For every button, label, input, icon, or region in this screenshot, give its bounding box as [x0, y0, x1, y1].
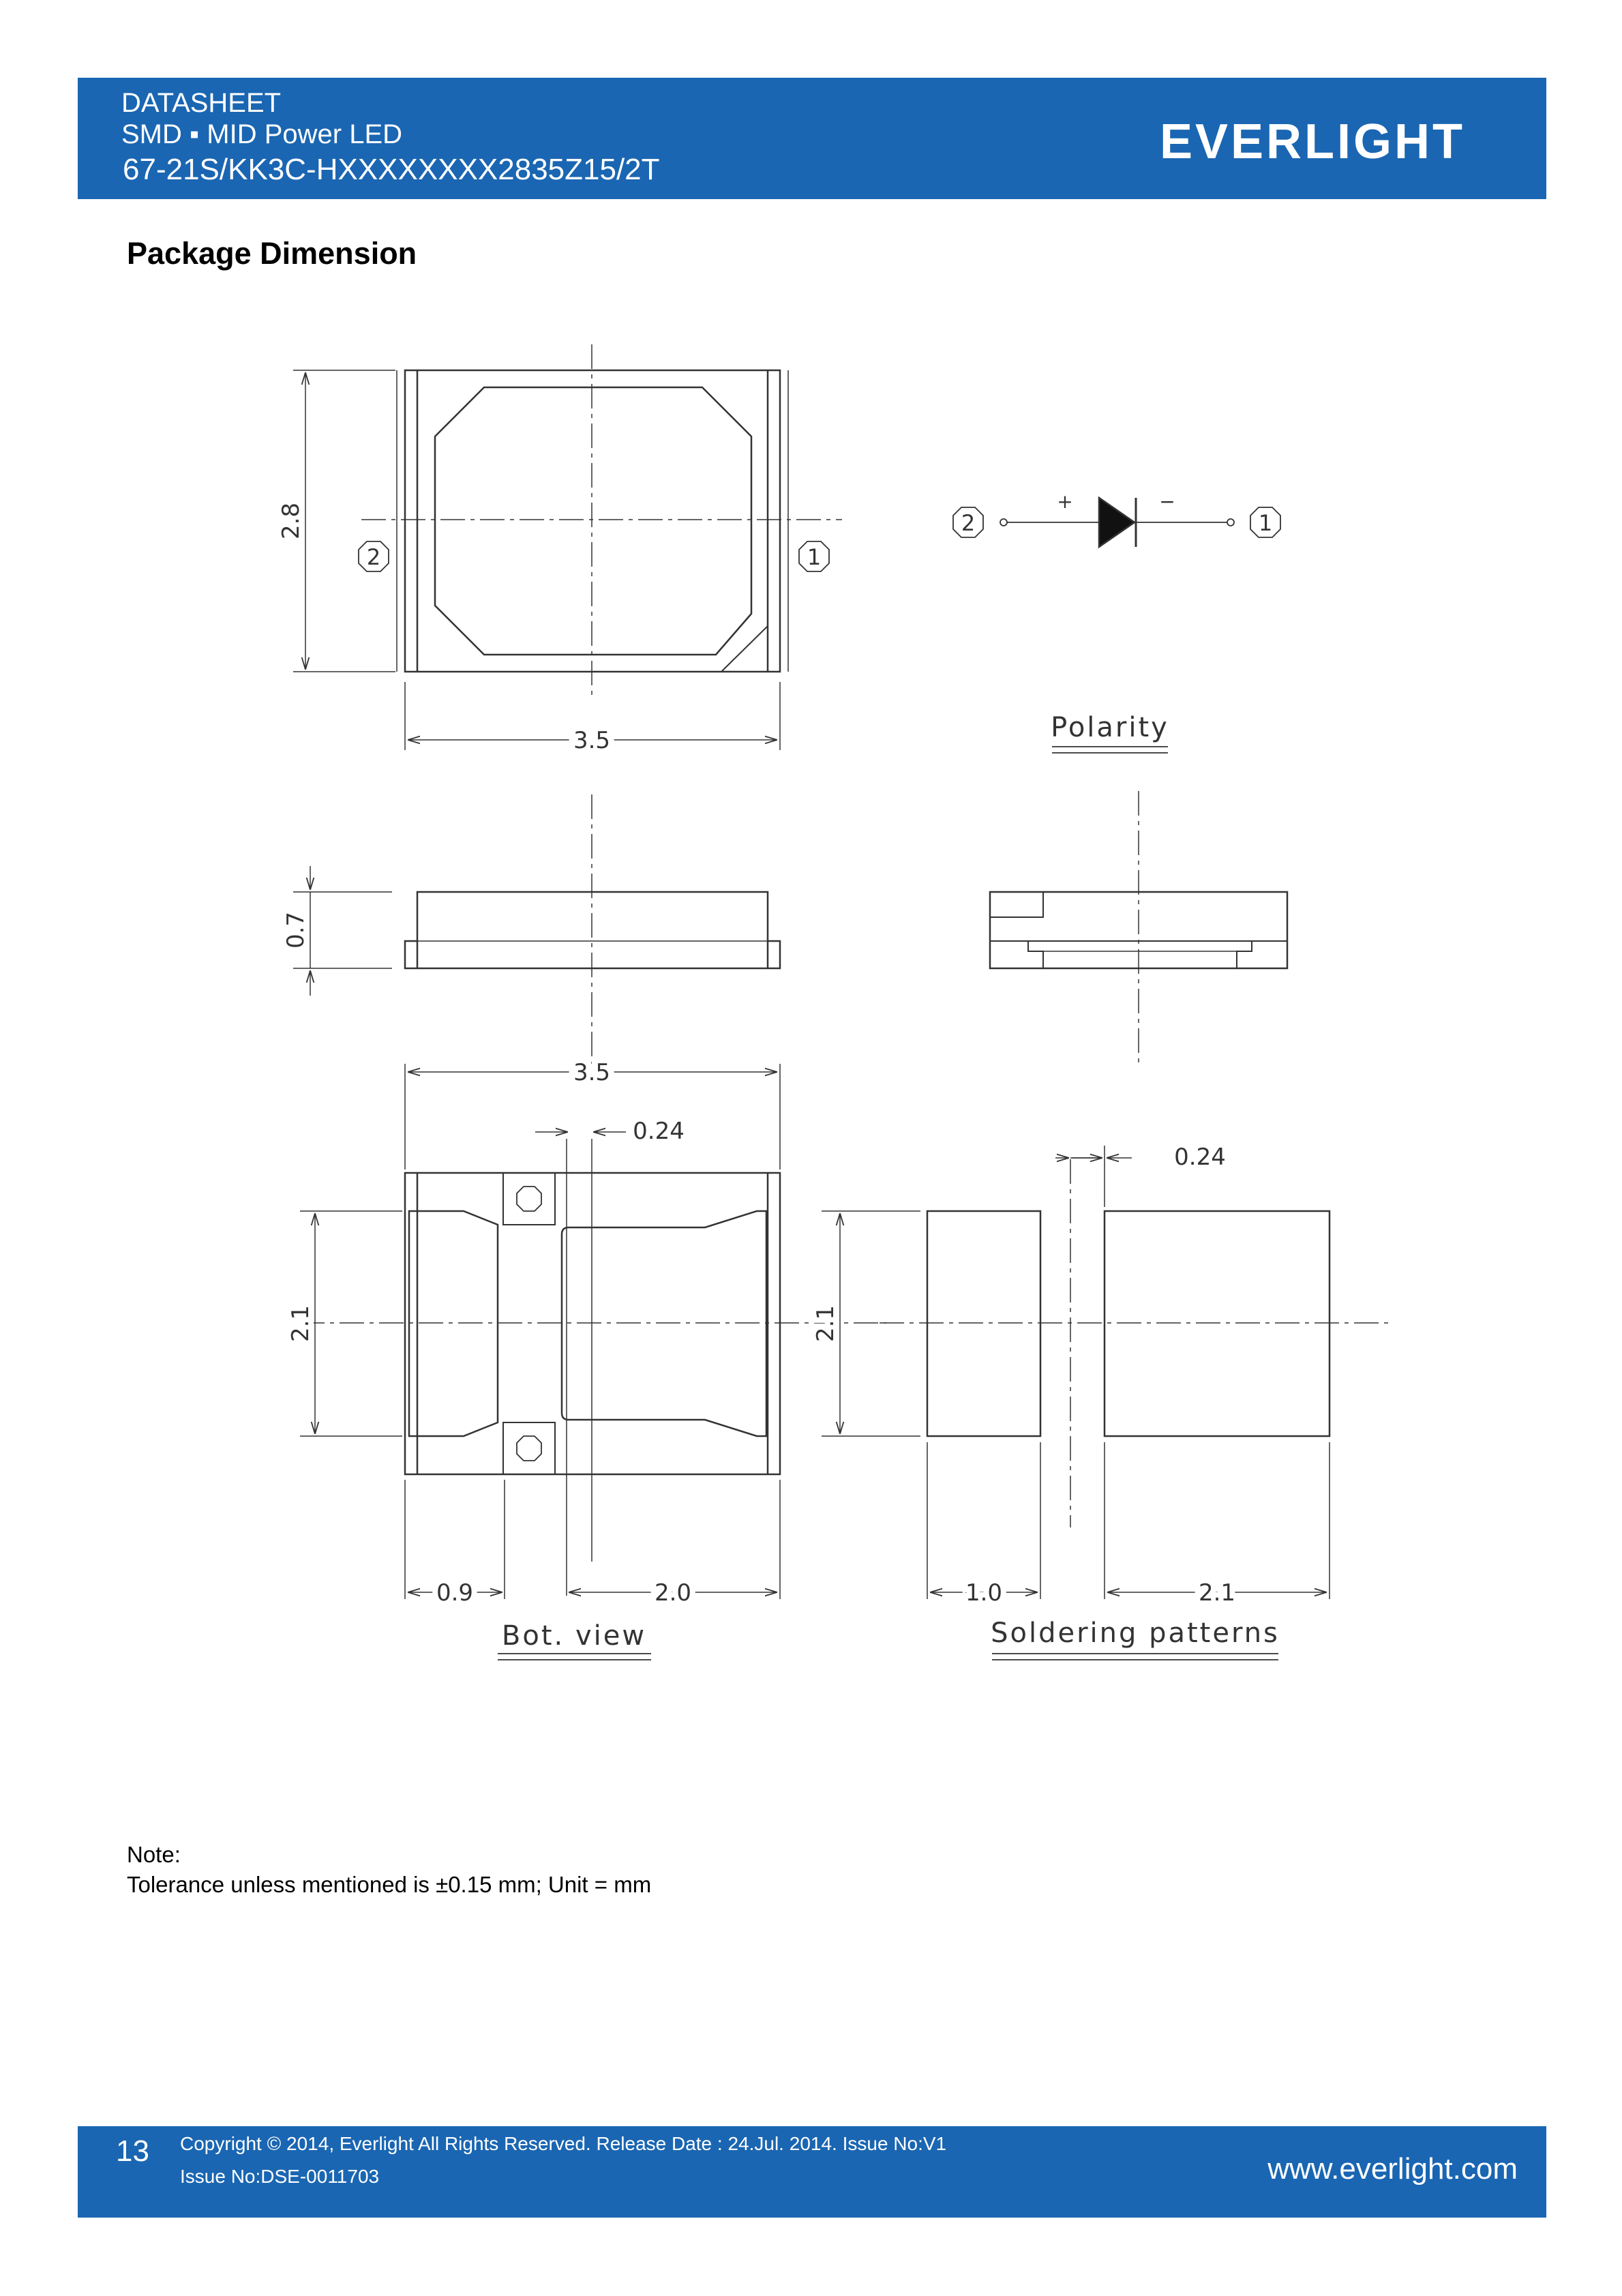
top-height-dim: 2.8 [277, 502, 305, 540]
section-title: Package Dimension [127, 236, 417, 271]
soldering-pattern [822, 1146, 1391, 1660]
polarity-caption: Polarity [1051, 712, 1169, 743]
top-pin-2-label: 2 [366, 544, 381, 570]
side-view-front [293, 794, 780, 1064]
top-pin-1-label: 1 [807, 544, 822, 570]
bottom-left-pad-dim: 0.9 [436, 1579, 474, 1607]
footer-bar [78, 2126, 1546, 2218]
solder-gap-dim: 0.24 [1174, 1144, 1226, 1171]
polarity-minus: − [1159, 490, 1175, 513]
header-label: DATASHEET [121, 88, 282, 118]
header-subtitle: SMD ▪ MID Power LED [121, 119, 403, 149]
solder-left-pad-dim: 1.0 [965, 1579, 1003, 1607]
bottom-right-pad-dim: 2.0 [654, 1579, 692, 1607]
page-number: 13 [116, 2134, 149, 2168]
solder-pattern-caption: Soldering patterns [991, 1617, 1280, 1649]
note-heading: Note: [127, 1842, 181, 1867]
side-view-profile [990, 791, 1287, 1064]
top-width-dim: 3.5 [573, 727, 611, 754]
polarity-pin-1-label: 1 [1258, 510, 1273, 536]
bottom-width-dim: 3.5 [573, 1059, 611, 1086]
copyright-text: Copyright © 2014, Everlight All Rights Reserved. Release Date : 24.Jul. 2014. Issue No:V1 [180, 2133, 947, 2154]
part-number: 67-21S/KK3C-HXXXXXXXX2835Z15/2T [123, 153, 660, 186]
note-block [127, 1840, 651, 1900]
note-text: Tolerance unless mentioned is ±0.15 mm; Unit = mm [127, 1872, 652, 1897]
bottom-height-dim: 2.1 [287, 1304, 314, 1343]
logo-text: EVERLIGHT [1159, 117, 1466, 165]
side-height-dim: 0.7 [282, 911, 310, 949]
bottom-view [300, 1064, 886, 1660]
polarity-plus: + [1057, 490, 1073, 513]
solder-height-dim: 2.1 [812, 1304, 839, 1343]
polarity-pin-2-label: 2 [961, 510, 976, 536]
bottom-view-caption: Bot. view [501, 1620, 647, 1652]
bottom-gap-dim: 0.24 [633, 1118, 685, 1145]
solder-right-pad-dim: 2.1 [1198, 1579, 1236, 1607]
issue-number: Issue No:DSE-0011703 [180, 2166, 380, 2187]
website-link[interactable]: www.everlight.com [1267, 2152, 1518, 2186]
